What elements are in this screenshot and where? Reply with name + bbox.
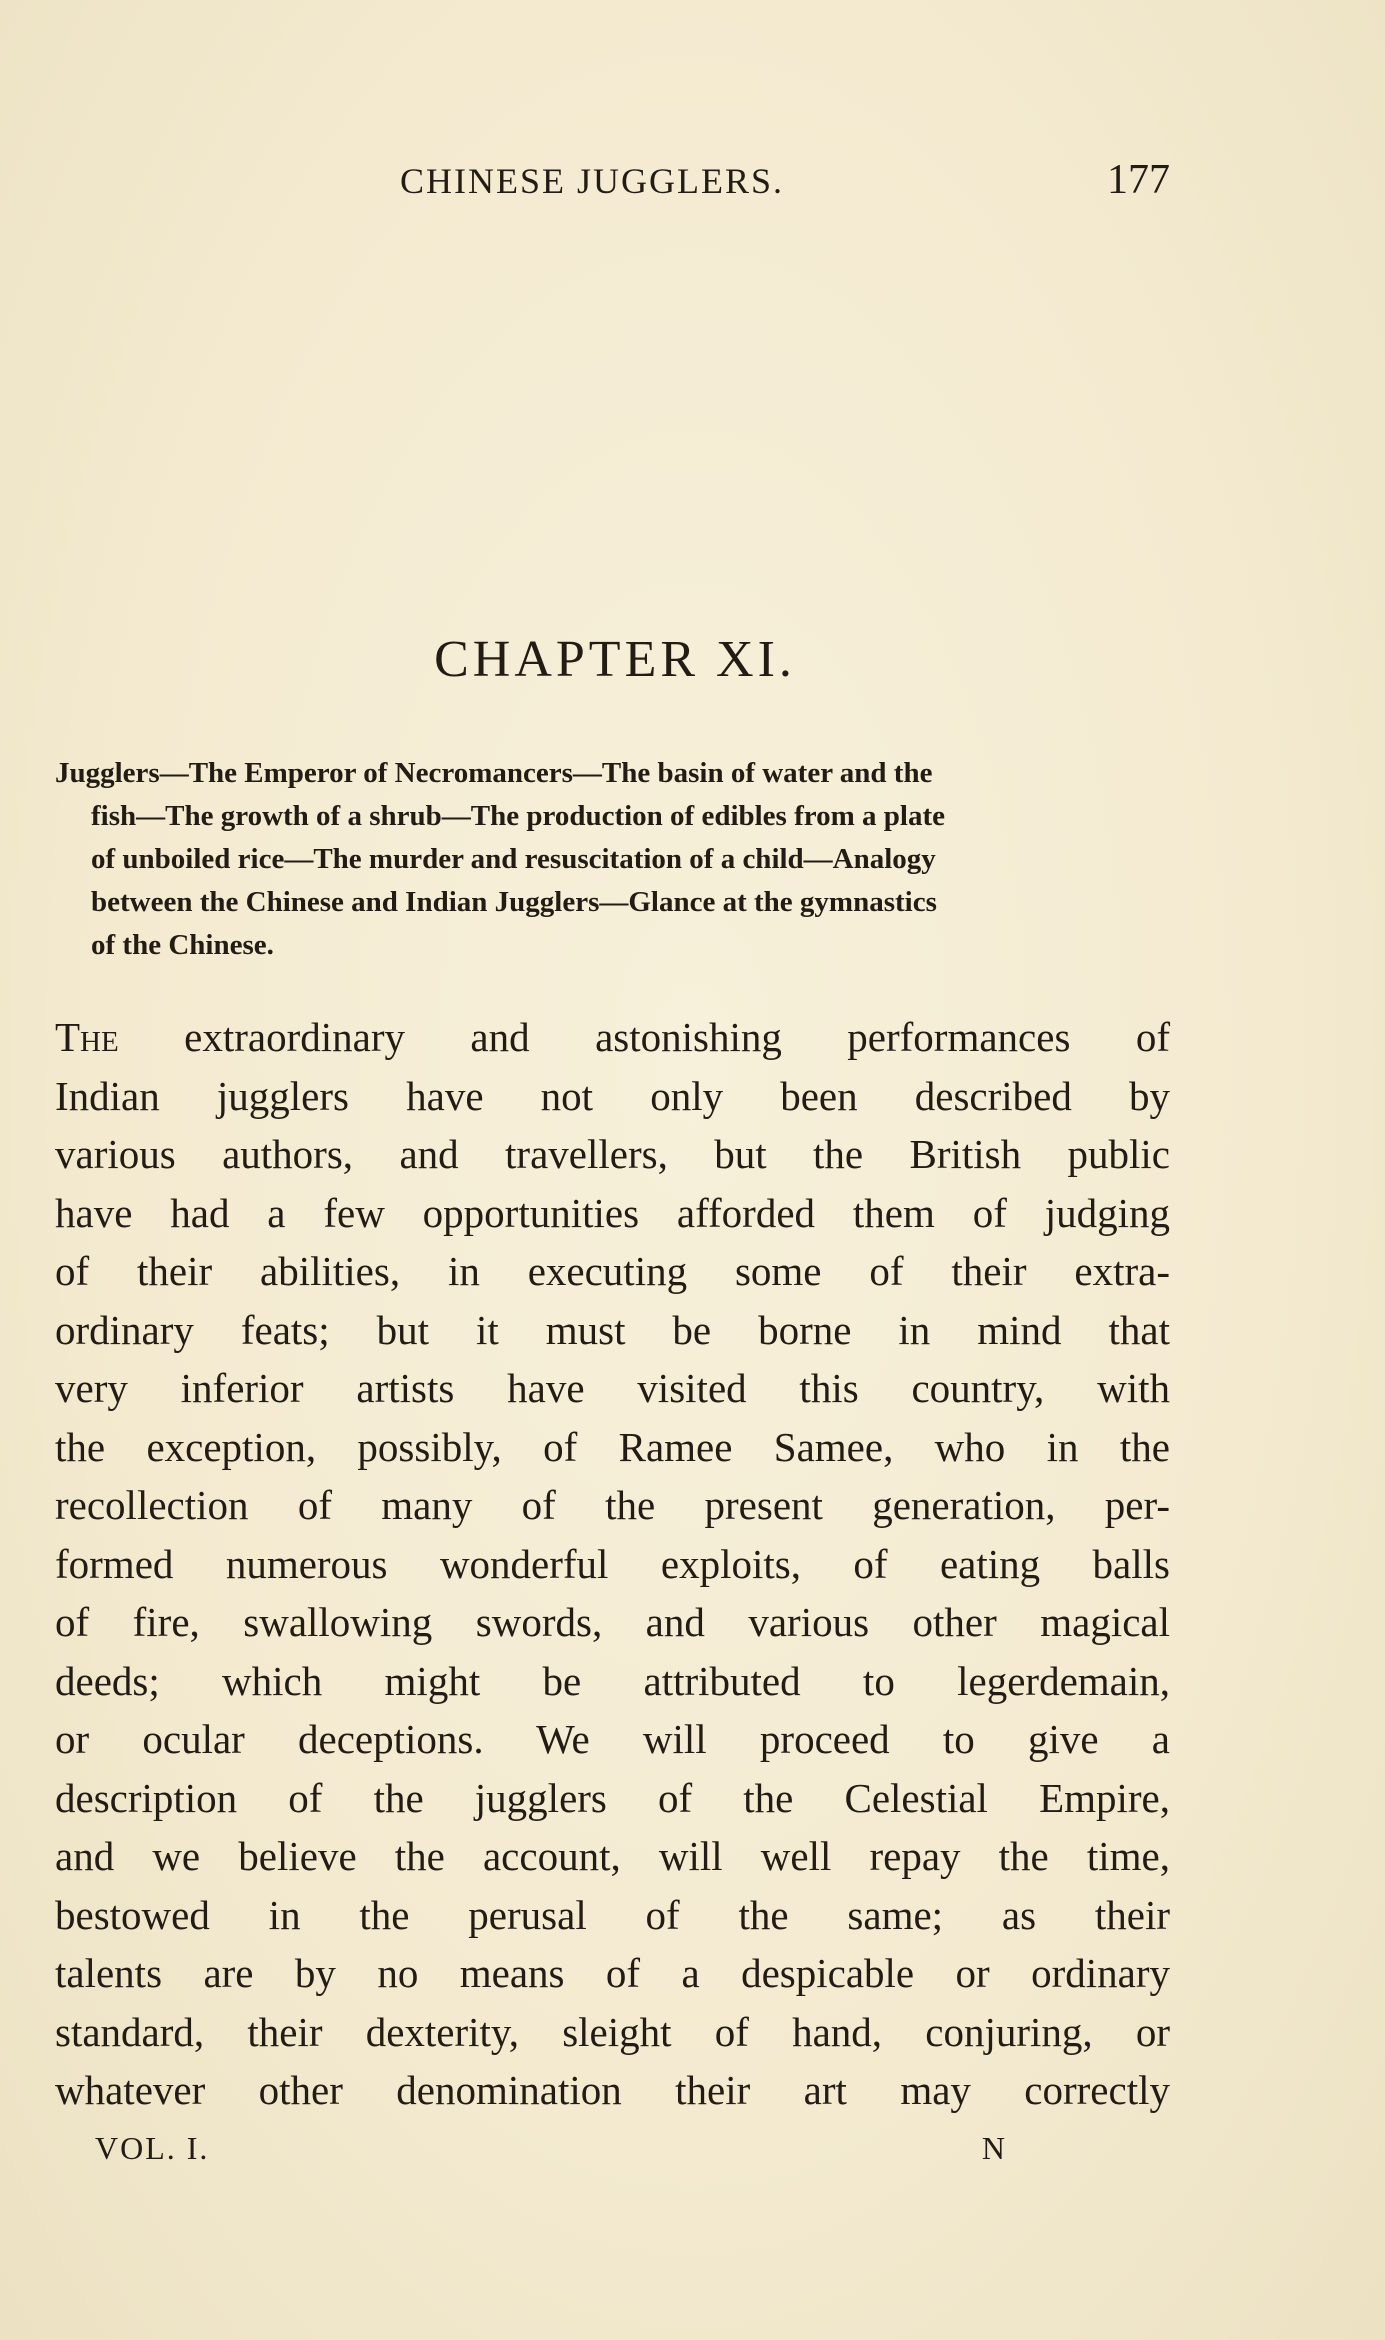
signature-mark: N xyxy=(981,2130,1005,2166)
body-line: of fire, swallowing swords, and various other magical xyxy=(55,1599,1170,1645)
chapter-title: CHAPTER XI. xyxy=(434,631,796,688)
synopsis-line: of unboiled rice—The murder and resuscitation of a child—Analogy xyxy=(91,843,936,875)
body-line-rest: extraordinary and astonishing performances of xyxy=(184,1014,1170,1060)
body-line: the exception, possibly, of Ramee Samee, who in the xyxy=(55,1423,1170,1470)
body-line: various authors, and travellers, but the British public xyxy=(55,1131,1170,1177)
page-number: 177 xyxy=(1107,157,1170,203)
body-line: standard, their dexterity, sleight of hand, conjuring, or xyxy=(55,2008,1170,2055)
body-line: recollection of many of the present generation, per- xyxy=(55,1482,1170,1528)
page-header xyxy=(400,157,1170,210)
body-line: or ocular deceptions. We will proceed to give a xyxy=(55,1716,1170,1762)
body-line-first xyxy=(55,1008,1170,1067)
body-line: whatever other denomination their art may correctly xyxy=(55,2067,1170,2113)
synopsis-line: between the Chinese and Indian Jugglers—Glance at the gymnastics xyxy=(91,886,937,918)
synopsis-line: Jugglers—The Emperor of Necromancers—The basin of water and the xyxy=(55,757,933,789)
body-line: description of the jugglers of the Celestial Empire, xyxy=(55,1774,1170,1821)
body-line: deeds; which might be attributed to legerdemain, xyxy=(55,1657,1170,1704)
body-text xyxy=(55,1008,1170,2120)
running-title: CHINESE JUGGLERS. xyxy=(400,161,785,201)
body-line: of their abilities, in executing some of their extra- xyxy=(55,1248,1170,1294)
body-line: talents are by no means of a despicable or ordinary xyxy=(55,1950,1170,1996)
body-line: formed numerous wonderful exploits, of eating balls xyxy=(55,1540,1170,1587)
body-line: bestowed in the perusal of the same; as their xyxy=(55,1891,1170,1938)
chapter-synopsis xyxy=(55,752,1165,967)
synopsis-line: of the Chinese. xyxy=(91,929,274,961)
body-line: Indian jugglers have not only been described by xyxy=(55,1072,1170,1119)
body-line: have had a few opportunities afforded them of judging xyxy=(55,1189,1170,1236)
body-line: and we believe the account, will well repay the time, xyxy=(55,1833,1170,1879)
body-line: very inferior artists have visited this country, with xyxy=(55,1365,1170,1411)
synopsis-line: fish—The growth of a shrub—The production of edibles from a plate xyxy=(91,800,945,832)
drop-word: The xyxy=(55,1014,119,1060)
volume-label: VOL. I. xyxy=(95,2130,210,2166)
body-line: ordinary feats; but it must be borne in mind that xyxy=(55,1306,1170,1353)
page-footer xyxy=(95,2130,1005,2170)
